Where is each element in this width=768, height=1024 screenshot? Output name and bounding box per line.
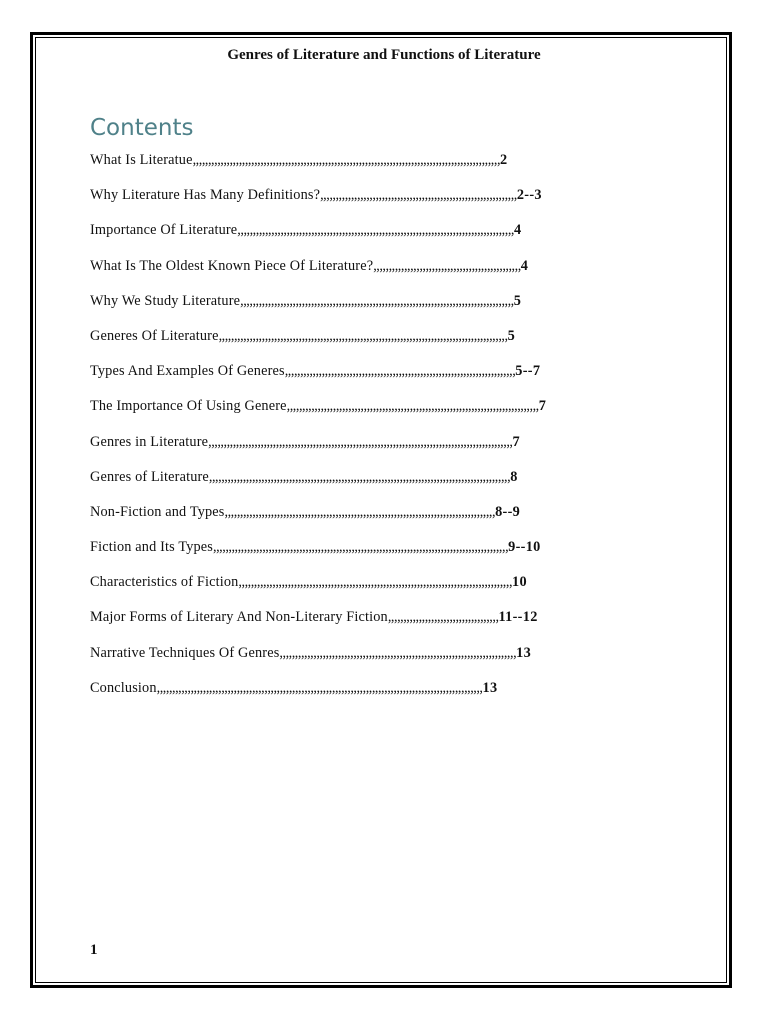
toc-entry-title: Conclusion — [90, 679, 157, 696]
toc-entry-title: Non-Fiction and Types — [90, 503, 225, 520]
toc-entry-title: Why Literature Has Many Definitions? — [90, 187, 321, 204]
toc-entry-page: 10 — [512, 574, 527, 591]
toc-entry[interactable] — [90, 185, 610, 220]
toc-entry-title: The Importance Of Using Genere — [90, 398, 287, 415]
toc-entry-leader: ,,,,,,,,,,,,,,,,,,,,,,,,,,,,,,,,,,,, — [387, 609, 499, 626]
toc-entry[interactable] — [90, 572, 610, 607]
toc-entry-leader: ,,,,,,,,,,,,,,,,,,,,,,,,,,,,,,,,,,,,,,,,,,,,,,,,,,,,,,,,,,,,,,,,,,,,,,,,,,,,,,,,,,,,,,,,,,,,,,,,,,,, — [192, 152, 501, 168]
toc-entry[interactable] — [90, 291, 610, 326]
toc-entry[interactable] — [90, 256, 610, 291]
toc-entry-title: Major Forms of Literary And Non-Literary Fiction — [90, 609, 388, 626]
toc-entry-title: Fiction and Its Types — [90, 539, 214, 556]
toc-entry[interactable] — [90, 502, 610, 537]
toc-entry-title: What Is The Oldest Known Piece Of Literature? — [90, 257, 374, 274]
table-of-contents — [90, 150, 610, 713]
toc-entry-leader: ,,,,,,,,,,,,,,,,,,,,,,,,,,,,,,,,,,,,,,,,,,,,,,,,,,,,,,,,,,,,,,,,,,,,,,,,,,,,,,,,,,,,,,,,,,,,,,,, — [213, 539, 509, 556]
toc-entry-title: Importance Of Literature — [90, 222, 238, 239]
toc-entry[interactable] — [90, 537, 610, 572]
toc-entry-leader: ,,,,,,,,,,,,,,,,,,,,,,,,,,,,,,,,,,,,,,,,,,,,,,,, — [373, 257, 521, 274]
toc-entry-page: 7 — [538, 398, 547, 415]
toc-entry-page: 4 — [513, 222, 522, 239]
toc-entry-title: Characteristics of Fiction — [90, 574, 239, 591]
toc-entry-title: Why We Study Literature — [90, 292, 241, 309]
toc-entry[interactable] — [90, 467, 610, 502]
toc-entry[interactable] — [90, 326, 610, 361]
toc-entry-leader: ,,,,,,,,,,,,,,,,,,,,,,,,,,,,,,,,,,,,,,,,,,,,,,,,,,,,,,,,,,,,,,,,,,,,,,,,,,,,,,,,,,,,,,,,,,,,,,,,,,,,,,,,,, — [156, 679, 483, 696]
toc-entry-title: What Is Literatue — [90, 152, 193, 168]
toc-entry-leader: ,,,,,,,,,,,,,,,,,,,,,,,,,,,,,,,,,,,,,,,,,,,,,,,,,,,,,,,,,,,,,,,,,,,,,,,,,,,,,,,,,,,,,,,,,, — [237, 222, 514, 239]
toc-entry-title: Types And Examples Of Generes — [90, 363, 285, 380]
toc-entry-page: 8--9 — [495, 503, 521, 520]
toc-entry-page: 2--3 — [516, 187, 542, 204]
toc-entry-leader: ,,,,,,,,,,,,,,,,,,,,,,,,,,,,,,,,,,,,,,,,,,,,,,,,,,,,,,,,,,,,,,,, — [320, 187, 517, 204]
toc-entry[interactable] — [90, 607, 610, 642]
toc-entry-leader: ,,,,,,,,,,,,,,,,,,,,,,,,,,,,,,,,,,,,,,,,,,,,,,,,,,,,,,,,,,,,,,,,,,,,,,,,,,,,,,,,,,,,,,,,,,,,,, — [218, 327, 508, 344]
toc-entry-leader: ,,,,,,,,,,,,,,,,,,,,,,,,,,,,,,,,,,,,,,,,,,,,,,,,,,,,,,,,,,,,,,,,,,,,,,,,,,,,,,,,,,,,,,,,, — [238, 574, 513, 591]
toc-entry-page: 2 — [500, 152, 508, 168]
toc-entry[interactable] — [90, 361, 610, 396]
page-number: 1 — [90, 942, 98, 958]
toc-entry-leader: ,,,,,,,,,,,,,,,,,,,,,,,,,,,,,,,,,,,,,,,,,,,,,,,,,,,,,,,,,,,,,,,,,,,,,,,,,,,,,,,,,, — [286, 398, 539, 415]
toc-entry-leader: ,,,,,,,,,,,,,,,,,,,,,,,,,,,,,,,,,,,,,,,,,,,,,,,,,,,,,,,,,,,,,,,,,,,,,,,,,,,,,,,,,,,,,,,,, — [240, 292, 514, 309]
contents-heading: Contents — [90, 115, 194, 141]
toc-entry-leader: ,,,,,,,,,,,,,,,,,,,,,,,,,,,,,,,,,,,,,,,,,,,,,,,,,,,,,,,,,,,,,,,,,,,,,,,,,,,,,,,,,,,,,,,,,,,,,,,,,,, — [208, 433, 513, 450]
toc-entry-title: Generes Of Literature — [90, 327, 219, 344]
toc-entry-page: 5 — [513, 292, 522, 309]
toc-entry-page: 5 — [507, 327, 516, 344]
toc-entry-title: Narrative Techniques Of Genres — [90, 644, 280, 661]
toc-entry-page: 11--12 — [498, 609, 538, 626]
toc-entry-page: 9--10 — [508, 539, 541, 556]
toc-entry[interactable] — [90, 396, 610, 431]
toc-entry-page: 7 — [512, 433, 520, 450]
toc-entry-page: 8 — [510, 468, 518, 485]
toc-entry-page: 13 — [482, 679, 498, 696]
document-title: Genres of Literature and Functions of Literature — [227, 47, 541, 63]
toc-entry[interactable] — [90, 150, 610, 185]
toc-entry-leader: ,,,,,,,,,,,,,,,,,,,,,,,,,,,,,,,,,,,,,,,,,,,,,,,,,,,,,,,,,,,,,,,,,,,,,,,,,,, — [284, 363, 516, 380]
toc-entry[interactable] — [90, 678, 610, 713]
toc-entry[interactable] — [90, 432, 610, 467]
toc-entry[interactable] — [90, 643, 610, 678]
toc-entry-leader: ,,,,,,,,,,,,,,,,,,,,,,,,,,,,,,,,,,,,,,,,,,,,,,,,,,,,,,,,,,,,,,,,,,,,,,,,,,,,,,,,,,,,,,,,,,,,,,,,,, — [208, 468, 511, 485]
toc-entry[interactable] — [90, 220, 610, 255]
toc-entry-leader: ,,,,,,,,,,,,,,,,,,,,,,,,,,,,,,,,,,,,,,,,,,,,,,,,,,,,,,,,,,,,,,,,,,,,,,,,,,,,, — [279, 644, 517, 661]
toc-entry-page: 5--7 — [515, 363, 541, 380]
toc-entry-leader: ,,,,,,,,,,,,,,,,,,,,,,,,,,,,,,,,,,,,,,,,,,,,,,,,,,,,,,,,,,,,,,,,,,,,,,,,,,,,,,,,,,,,,,,, — [224, 503, 496, 520]
toc-entry-page: 13 — [516, 644, 532, 661]
toc-entry-title: Genres of Literature — [90, 468, 209, 485]
toc-entry-page: 4 — [520, 257, 529, 274]
toc-entry-title: Genres in Literature — [90, 433, 209, 450]
